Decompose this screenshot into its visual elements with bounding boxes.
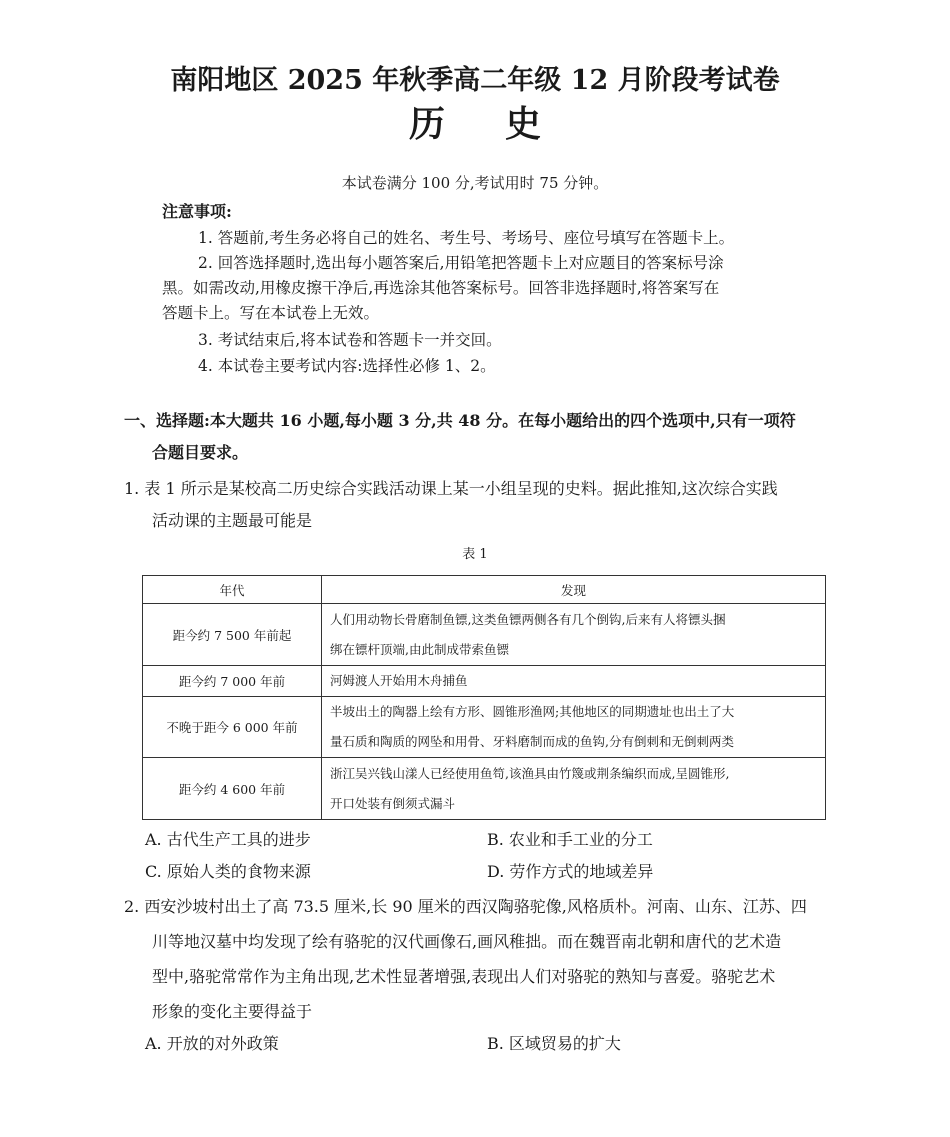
finding-cell bbox=[322, 697, 826, 758]
finding-line: 人们用动物长骨磨制鱼镖,这类鱼镖两侧各有几个倒钩,后来有人将镖头捆 bbox=[330, 611, 726, 627]
option-b: B. 区域贸易的扩大 bbox=[487, 1034, 621, 1053]
section-heading: 一、选择题:本大题共 16 小题,每小题 3 分,共 48 分。在每小题给出的四个选项中,只有一项符 bbox=[124, 411, 796, 430]
note-item: 2. 回答选择题时,选出每小题答案后,用铅笔把答题卡上对应题目的答案标号涂 bbox=[198, 254, 724, 272]
note-item: 3. 考试结束后,将本试卷和答题卡一并交回。 bbox=[198, 331, 502, 349]
option-c: C. 原始人类的食物来源 bbox=[145, 862, 311, 881]
era-cell: 距今约 4 600 年前 bbox=[143, 758, 322, 820]
finding-line: 浙江吴兴钱山漾人已经使用鱼笱,该渔具由竹篾或荆条编织而成,呈圆锥形, bbox=[330, 765, 730, 781]
table-header: 发现 bbox=[322, 576, 826, 604]
finding-line: 绑在镖杆顶端,由此制成带索鱼镖 bbox=[330, 641, 509, 657]
section-heading-cont: 合题目要求。 bbox=[152, 443, 249, 462]
exam-info: 本试卷满分 100 分,考试用时 75 分钟。 bbox=[341, 174, 609, 192]
question-1-stem: 1. 表 1 所示是某校高二历史综合实践活动课上某一小组呈现的史料。据此推知,这次综合实践 bbox=[124, 479, 778, 498]
exam-title: 南阳地区 2025 年秋季高二年级 12 月阶段考试卷 bbox=[170, 65, 780, 96]
note-item: 答题卡上。写在本试卷上无效。 bbox=[162, 304, 380, 322]
question-2-stem-cont: 形象的变化主要得益于 bbox=[152, 1002, 313, 1021]
finding-line: 半坡出土的陶器上绘有方形、圆锥形渔网;其他地区的同期遗址也出土了大 bbox=[330, 704, 735, 719]
finding-cell bbox=[322, 666, 826, 697]
finding-line: 河姆渡人开始用木舟捕鱼 bbox=[330, 673, 468, 688]
note-item: 1. 答题前,考生务必将自己的姓名、考生号、考场号、座位号填写在答题卡上。 bbox=[198, 229, 735, 247]
option-d: D. 劳作方式的地域差异 bbox=[487, 862, 654, 881]
note-item: 黑。如需改动,用橡皮擦干净后,再选涂其他答案标号。回答非选择题时,将答案写在 bbox=[162, 279, 720, 297]
era-cell: 距今约 7 500 年前起 bbox=[143, 604, 322, 666]
notes-heading: 注意事项: bbox=[162, 202, 232, 221]
table-caption: 表 1 bbox=[462, 547, 488, 562]
option-b: B. 农业和手工业的分工 bbox=[487, 830, 653, 849]
era-cell: 不晚于距今 6 000 年前 bbox=[143, 697, 322, 758]
question-2-stem-cont: 型中,骆驼常常作为主角出现,艺术性显著增强,表现出人们对骆驼的熟知与喜爱。骆驼艺术 bbox=[152, 967, 776, 986]
option-a: A. 开放的对外政策 bbox=[145, 1034, 279, 1053]
finding-cell bbox=[322, 604, 826, 666]
finding-line: 开口处装有倒须式漏斗 bbox=[330, 795, 456, 811]
note-item: 4. 本试卷主要考试内容:选择性必修 1、2。 bbox=[198, 357, 496, 375]
table-row bbox=[143, 666, 826, 697]
table-header: 年代 bbox=[143, 576, 322, 604]
option-a: A. 古代生产工具的进步 bbox=[145, 830, 311, 849]
table-row bbox=[143, 697, 826, 758]
question-2-stem-cont: 川等地汉墓中均发现了绘有骆驼的汉代画像石,画风稚拙。而在魏晋南北朝和唐代的艺术造 bbox=[152, 932, 782, 951]
finding-line: 量石质和陶质的网坠和用骨、牙料磨制而成的鱼钩,分有倒刺和无倒刺两类 bbox=[330, 734, 734, 749]
question-1-stem-cont: 活动课的主题最可能是 bbox=[152, 511, 313, 530]
question-2-stem: 2. 西安沙坡村出土了高 73.5 厘米,长 90 厘米的西汉陶骆驼像,风格质朴。河南、山东、江苏、四 bbox=[124, 897, 807, 916]
history-table bbox=[142, 575, 826, 820]
subject-title: 历史 bbox=[408, 103, 601, 145]
table-row bbox=[143, 604, 826, 666]
era-cell: 距今约 7 000 年前 bbox=[143, 666, 322, 697]
finding-cell bbox=[322, 758, 826, 820]
table-row bbox=[143, 758, 826, 820]
